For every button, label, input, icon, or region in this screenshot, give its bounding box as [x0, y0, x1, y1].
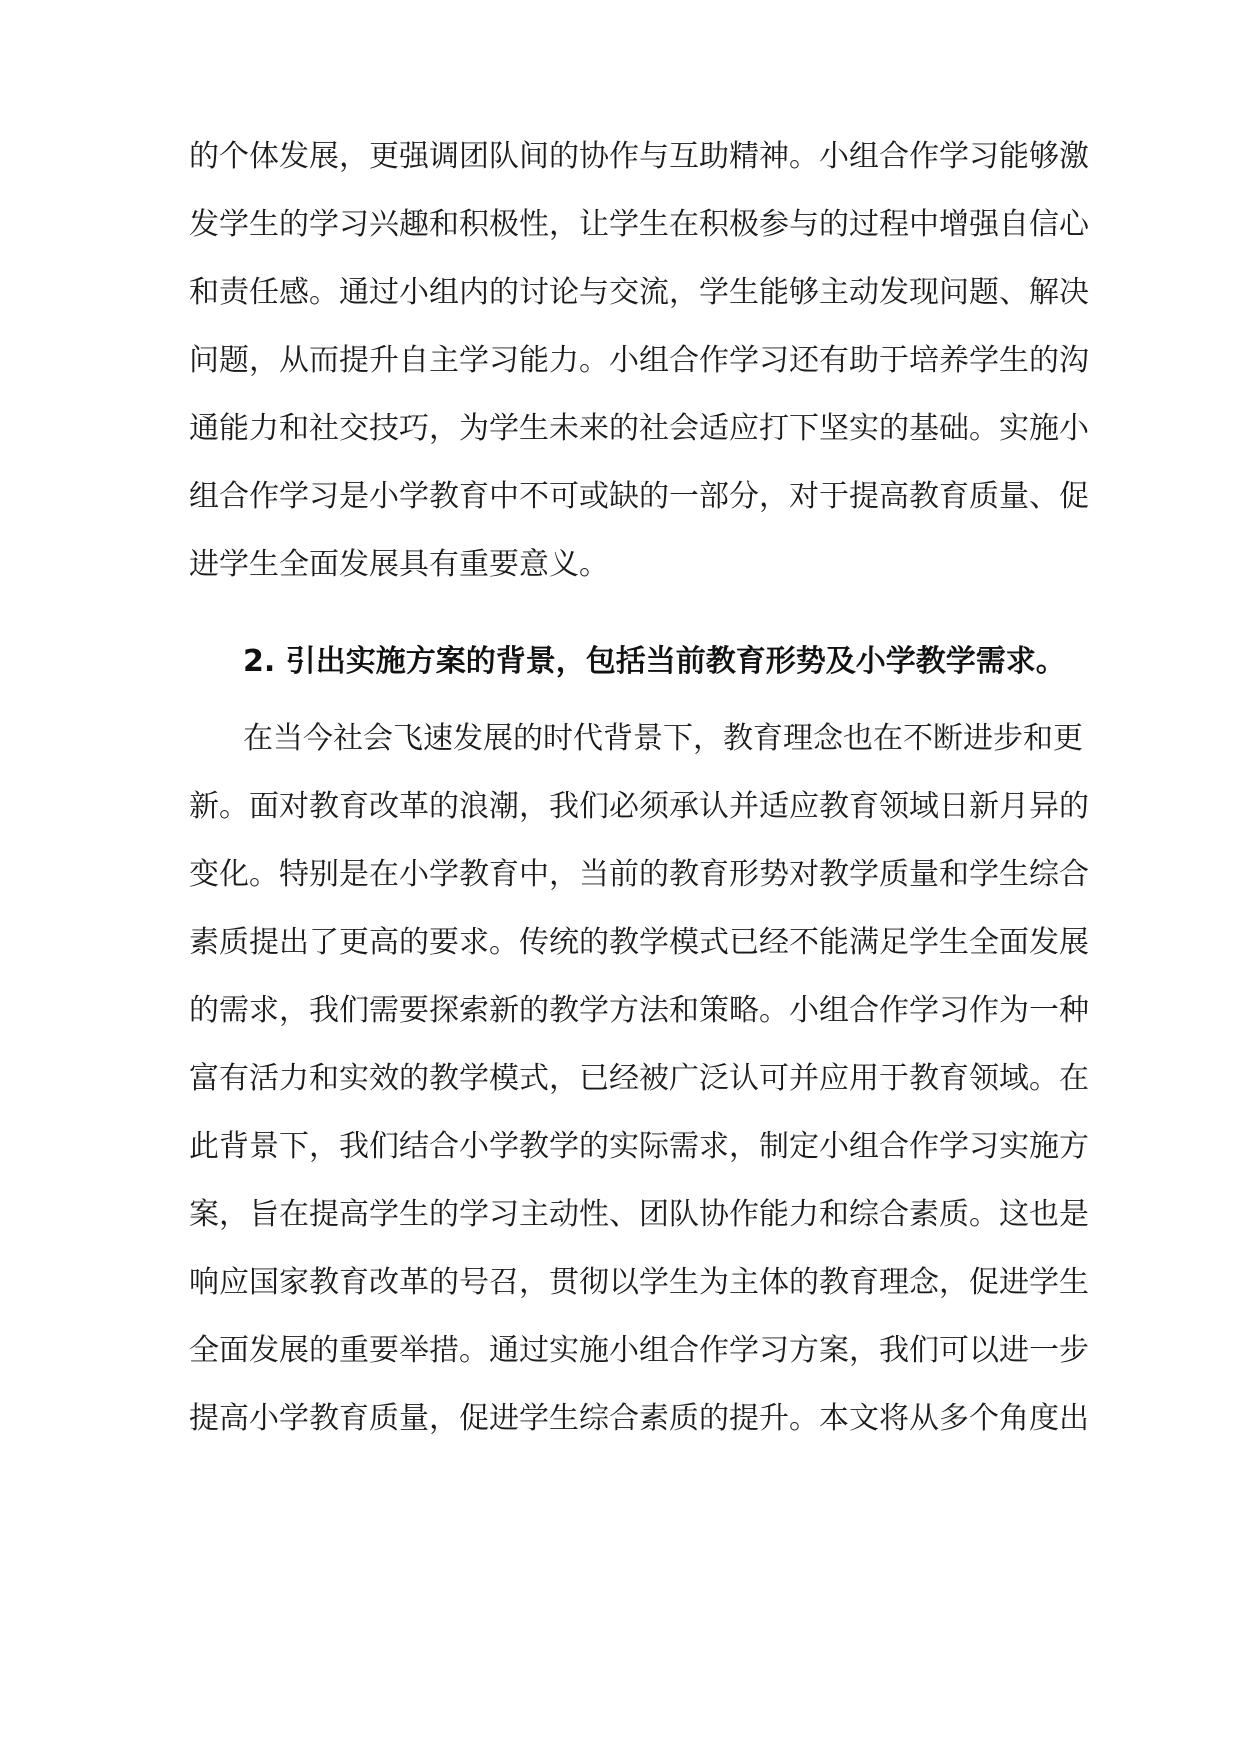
- paragraph-1-line: 和责任感。通过小组内的讨论与交流，学生能够主动发现问题、解决: [189, 275, 1089, 310]
- paragraph-2-line: 案，旨在提高学生的学习主动性、团队协作能力和综合素质。这也是: [189, 1197, 1089, 1232]
- paragraph-2-line: 在当今社会飞速发展的时代背景下，教育理念也在不断进步和更: [243, 721, 1083, 756]
- paragraph-1-line: 通能力和社交技巧，为学生未来的社会适应打下坚实的基础。实施小: [189, 411, 1089, 446]
- paragraph-1-line: 发学生的学习兴趣和积极性，让学生在积极参与的过程中增强自信心: [189, 207, 1089, 242]
- paragraph-1-line: 组合作学习是小学教育中不可或缺的一部分，对于提高教育质量、促: [189, 479, 1089, 514]
- paragraph-1-line: 进学生全面发展具有重要意义。: [189, 547, 609, 582]
- paragraph-1-line: 的个体发展，更强调团队间的协作与互助精神。小组合作学习能够激: [189, 139, 1089, 174]
- paragraph-1-line: 问题，从而提升自主学习能力。小组合作学习还有助于培养学生的沟: [189, 343, 1089, 378]
- paragraph-2-line: 全面发展的重要举措。通过实施小组合作学习方案，我们可以进一步: [189, 1333, 1089, 1368]
- paragraph-2-line: 素质提出了更高的要求。传统的教学模式已经不能满足学生全面发展: [189, 925, 1089, 960]
- paragraph-2-line: 的需求，我们需要探索新的教学方法和策略。小组合作学习作为一种: [189, 993, 1089, 1028]
- paragraph-2-line: 响应国家教育改革的号召，贯彻以学生为主体的教育理念，促进学生: [189, 1265, 1089, 1300]
- paragraph-2-line: 富有活力和实效的教学模式，已经被广泛认可并应用于教育领域。在: [189, 1061, 1089, 1096]
- paragraph-2-line: 新。面对教育改革的浪潮，我们必须承认并适应教育领域日新月异的: [189, 789, 1089, 824]
- paragraph-2-line: 提高小学教育质量，促进学生综合素质的提升。本文将从多个角度出: [189, 1401, 1089, 1436]
- paragraph-2-line: 此背景下，我们结合小学教学的实际需求，制定小组合作学习实施方: [189, 1129, 1089, 1164]
- paragraph-2-line: 变化。特别是在小学教育中，当前的教育形势对教学质量和学生综合: [189, 857, 1089, 892]
- section-heading: 2. 引出实施方案的背景，包括当前教育形势及小学教学需求。: [243, 644, 1066, 679]
